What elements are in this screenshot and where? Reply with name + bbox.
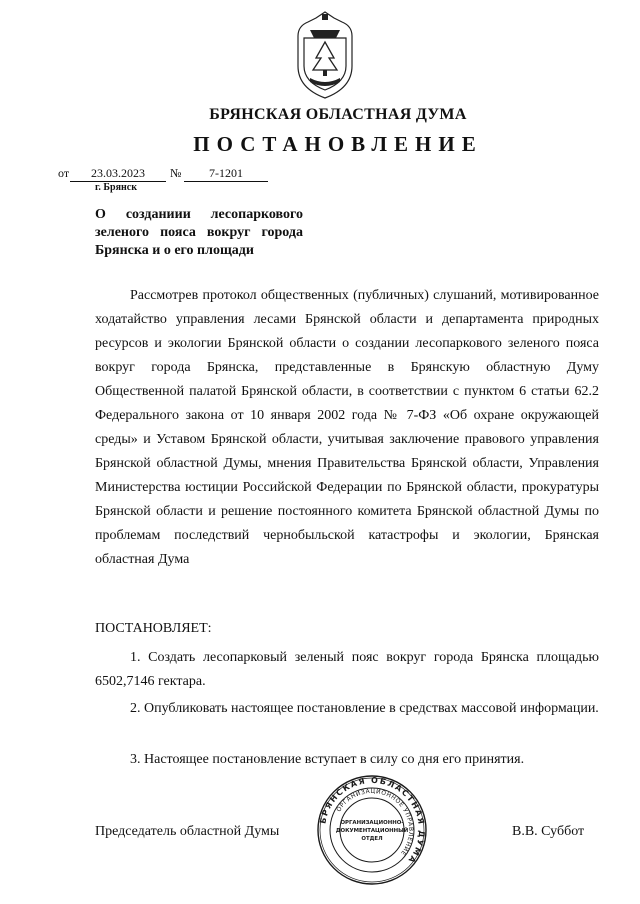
organization-title: БРЯНСКАЯ ОБЛАСТНАЯ ДУМА bbox=[209, 106, 467, 123]
svg-text:ОТДЕЛ: ОТДЕЛ bbox=[361, 836, 383, 842]
document-type-title: ПОСТАНОВЛЕНИЕ bbox=[193, 132, 483, 156]
preamble-paragraph: Рассмотрев протокол общественных (публичных) слушаний, мотивированное ходатайство управления лесами Брянской области и департамента природных ресурсов и экологии Брянской области о создании лесопаркового зеленого пояса вокруг города Брянска, представленные в Брянскую областную Думу Общественной палатой Брянской области, в соответствии с пунктом 6 статьи 62.2 Федерального закона от 10 января 2002 года № 7-ФЗ «Об охране окружающей среды» и Уставом Брянской области, учитывая заключение правового управления Брянской областной Думы, мнения Правительства Брянской области, Управления Министерства юстиции Российской Федерации по Брянской области, прокуратуры Брянской области и решение постоянного комитета Брянской областной Думы по проблемам последствий чернобыльской катастрофы и экологии, Брянская областная Дума bbox=[95, 288, 599, 567]
document-date: 23.03.2023 bbox=[70, 166, 166, 182]
svg-text:БРЯНСКАЯ ОБЛАСТНАЯ ДУМА: БРЯНСКАЯ ОБЛАСТНАЯ ДУМА bbox=[318, 775, 427, 866]
number-prefix: № bbox=[170, 166, 182, 180]
document-city: г. Брянск bbox=[95, 182, 137, 193]
resolution-item-3: 3. Настоящее постановление вступает в силу со дня его принятия. bbox=[130, 752, 525, 767]
resolution-item-2: 2. Опубликовать настоящее постановление в средствах массовой информации. bbox=[130, 701, 599, 716]
coat-of-arms-emblem bbox=[288, 8, 362, 100]
date-prefix: от bbox=[58, 166, 70, 180]
svg-text:ОРГАНИЗАЦИОННОЕ УПРАВЛЕНИЕ: ОРГАНИЗАЦИОННОЕ УПРАВЛЕНИЕ bbox=[335, 787, 415, 857]
signatory-name: В.В. Суббот bbox=[512, 824, 585, 839]
svg-text:ОРГАНИЗАЦИОННО-: ОРГАНИЗАЦИОННО- bbox=[340, 820, 404, 826]
document-subject: О созданиии лесопаркового зеленого пояса вокруг города Брянска и о его площади bbox=[95, 207, 303, 258]
signatory-title: Председатель областной Думы bbox=[95, 824, 280, 839]
document-number: 7-1201 bbox=[184, 166, 268, 182]
resolves-heading: ПОСТАНОВЛЯЕТ: bbox=[95, 621, 212, 636]
resolution-item-1: 1. Создать лесопарковый зеленый пояс вокруг города Брянска площадью 6502,7146 гектара. bbox=[95, 650, 599, 689]
official-stamp bbox=[303, 774, 441, 886]
svg-text:ДОКУМЕНТАЦИОННЫЙ: ДОКУМЕНТАЦИОННЫЙ bbox=[335, 828, 409, 834]
